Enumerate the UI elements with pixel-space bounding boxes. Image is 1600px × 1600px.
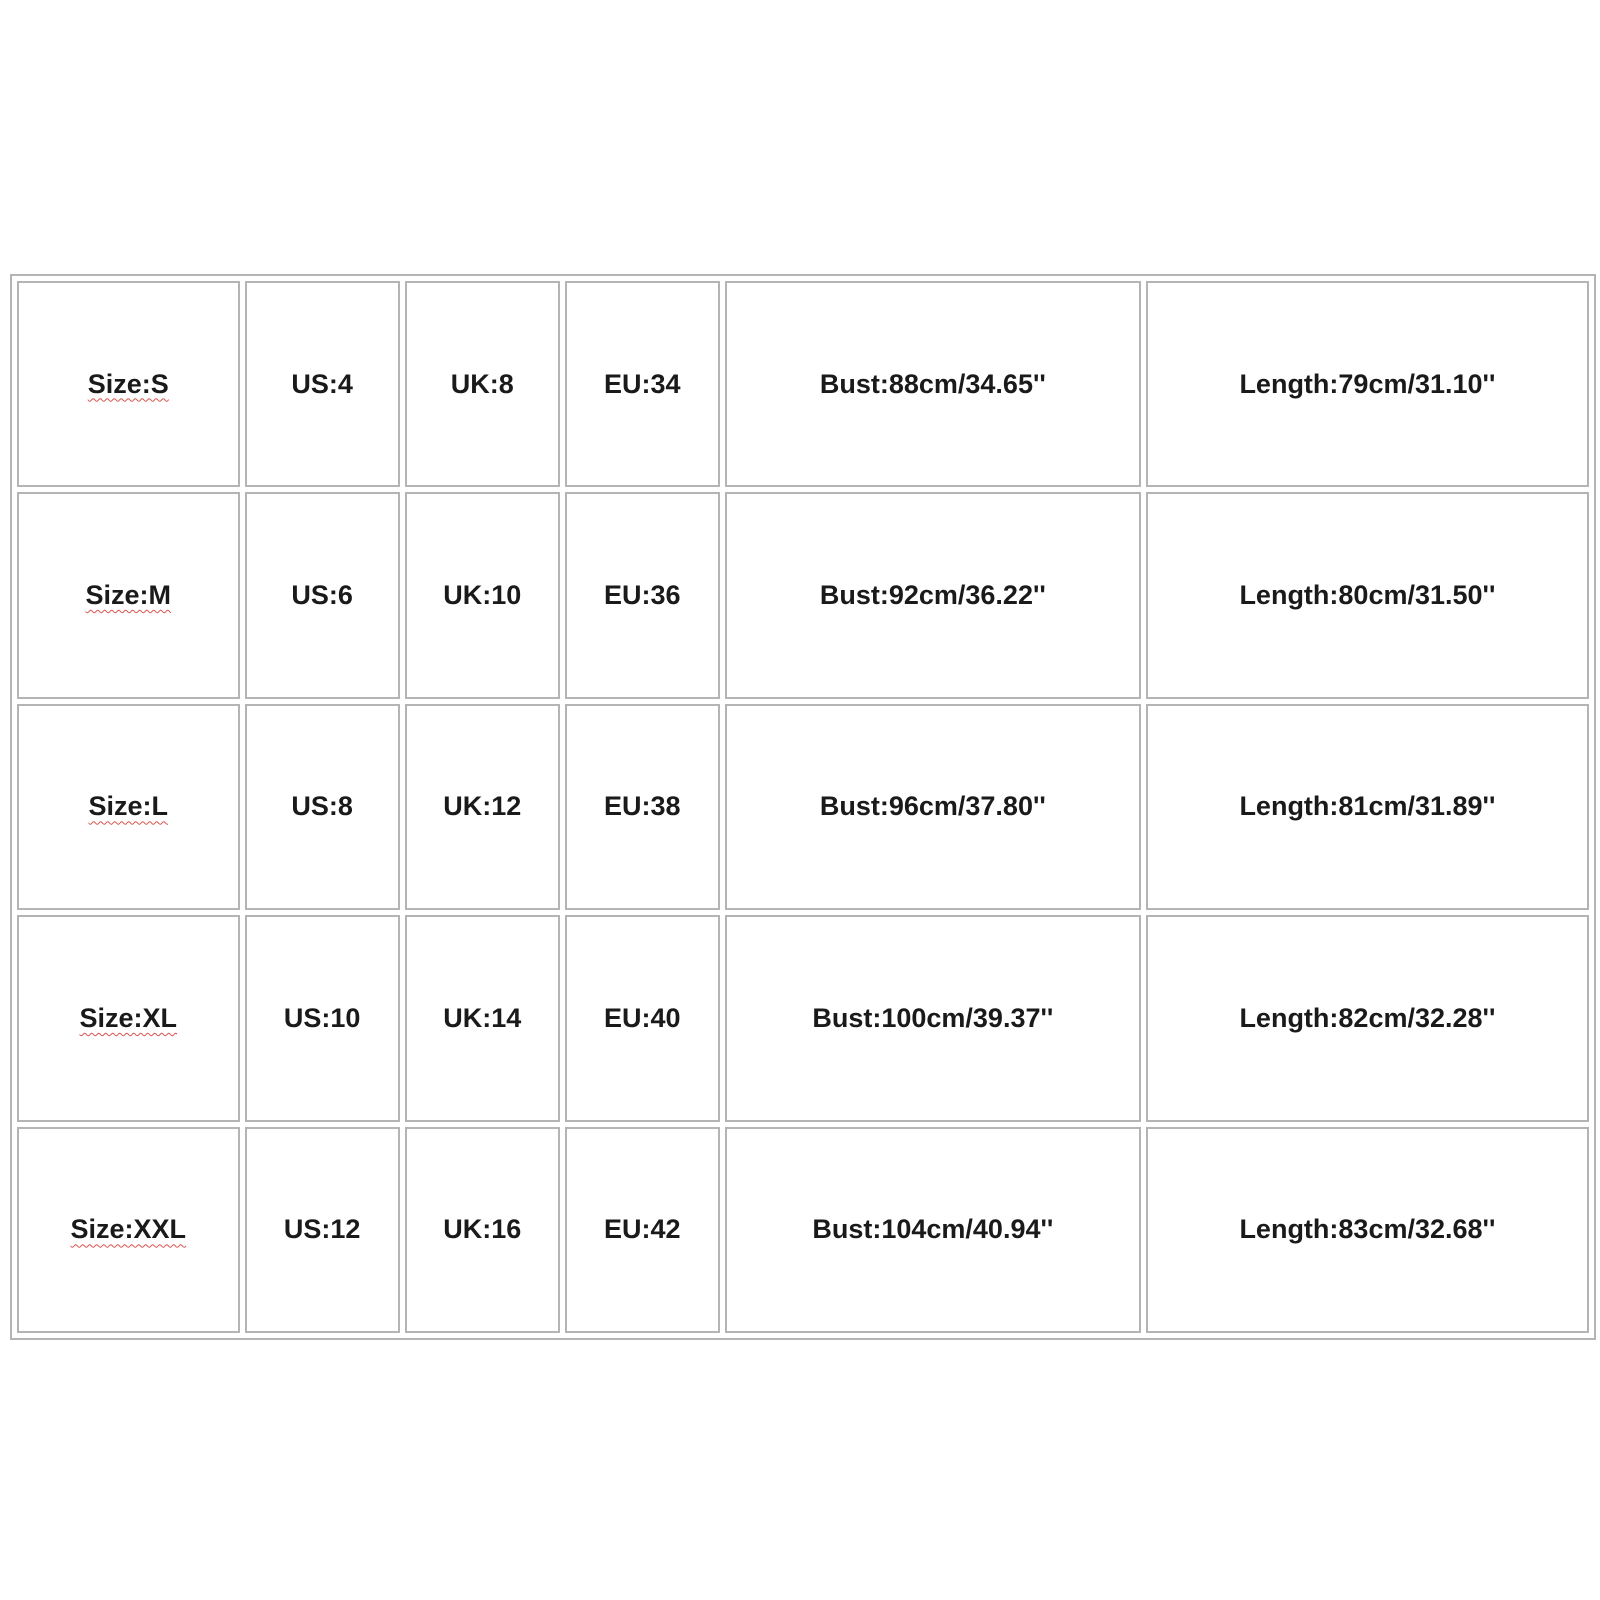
table-row — [17, 704, 1589, 910]
bust-cell: Bust:96cm/37.80'' — [725, 704, 1141, 910]
bust-cell: Bust:88cm/34.65'' — [725, 281, 1141, 487]
bust-cell: Bust:92cm/36.22'' — [725, 492, 1141, 698]
size-cell — [17, 704, 240, 910]
size-label: Size:XXL — [70, 1214, 187, 1245]
uk-size-cell: UK:16 — [405, 1127, 560, 1333]
table-row — [17, 1127, 1589, 1333]
size-cell — [17, 1127, 240, 1333]
us-size-cell: US:4 — [245, 281, 400, 487]
table-row — [17, 281, 1589, 487]
length-cell: Length:79cm/31.10'' — [1146, 281, 1589, 487]
eu-size-cell: EU:34 — [565, 281, 720, 487]
length-cell: Length:80cm/31.50'' — [1146, 492, 1589, 698]
size-label: Size:XL — [79, 1002, 178, 1033]
size-label: Size:L — [88, 791, 169, 822]
length-cell: Length:82cm/32.28'' — [1146, 915, 1589, 1121]
uk-size-cell: UK:8 — [405, 281, 560, 487]
size-label: Size:S — [87, 368, 169, 399]
size-cell — [17, 492, 240, 698]
eu-size-cell: EU:36 — [565, 492, 720, 698]
uk-size-cell: UK:12 — [405, 704, 560, 910]
uk-size-cell: UK:10 — [405, 492, 560, 698]
size-label: Size:M — [85, 580, 172, 611]
eu-size-cell: EU:40 — [565, 915, 720, 1121]
bust-cell: Bust:104cm/40.94'' — [725, 1127, 1141, 1333]
size-cell — [17, 915, 240, 1121]
us-size-cell: US:6 — [245, 492, 400, 698]
size-cell — [17, 281, 240, 487]
eu-size-cell: EU:38 — [565, 704, 720, 910]
length-cell: Length:83cm/32.68'' — [1146, 1127, 1589, 1333]
us-size-cell: US:10 — [245, 915, 400, 1121]
bust-cell: Bust:100cm/39.37'' — [725, 915, 1141, 1121]
us-size-cell: US:8 — [245, 704, 400, 910]
uk-size-cell: UK:14 — [405, 915, 560, 1121]
us-size-cell: US:12 — [245, 1127, 400, 1333]
length-cell: Length:81cm/31.89'' — [1146, 704, 1589, 910]
table-row — [17, 492, 1589, 698]
eu-size-cell: EU:42 — [565, 1127, 720, 1333]
size-chart-table — [10, 274, 1596, 1340]
table-row — [17, 915, 1589, 1121]
